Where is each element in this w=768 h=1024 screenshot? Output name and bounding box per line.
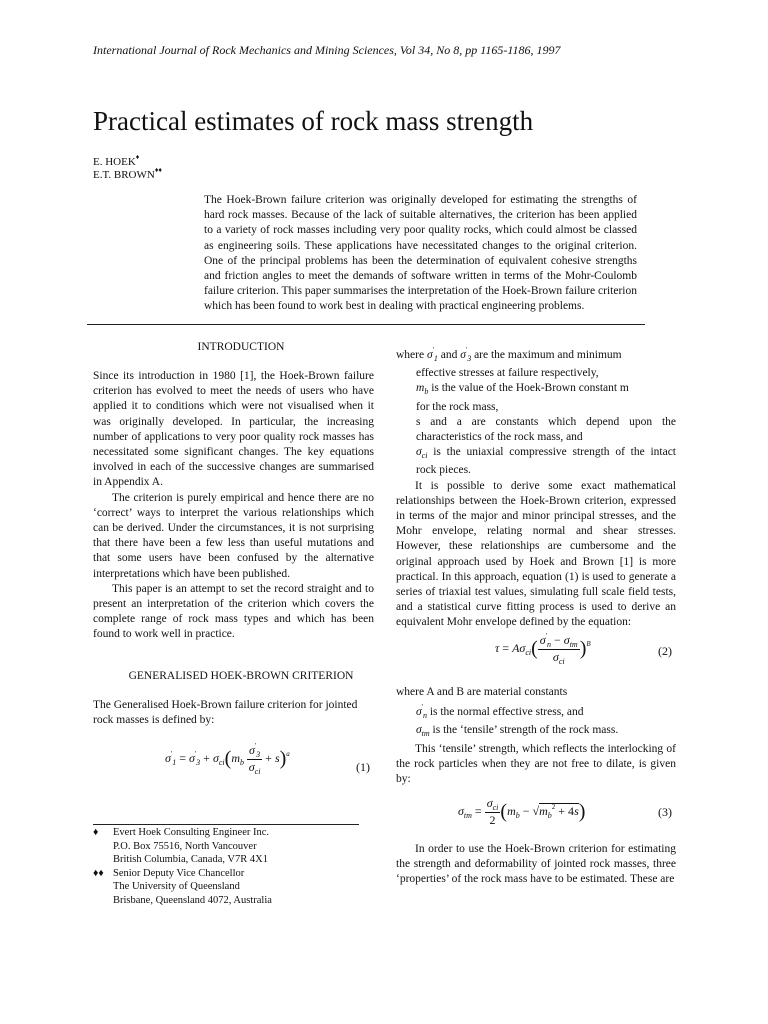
properties-paragraph: In order to use the Hoek-Brown criterion for estimating the strength and deformability of jointed rock masses, three ‘properties’ of the rock mass have to be estimated. These are [396,843,676,886]
stm-text: is the ‘tensile’ strength of the rock mass. [432,724,619,737]
paper-title: Practical estimates of rock mass strength [93,106,534,136]
footnote-symbol: ♦♦ [93,867,104,879]
journal-citation: International Journal of Rock Mechanics and Mining Sciences, Vol 34, No 8, pp 1165-1186, 1997 [93,43,561,57]
generalised-criterion-heading: GENERALISED HOEK-BROWN CRITERION [128,670,354,682]
generalised-paragraph: The Generalised Hoek-Brown failure criterion for jointed rock masses is defined by: [93,699,358,727]
sci-text: is the uniaxial compressive strength of the intact rock pieces. [416,446,677,477]
author-mark: ♦ [135,153,140,161]
author-name: E. HOEK [93,156,136,168]
right-column [396,343,676,631]
footnote-line: Evert Hoek Consulting Engineer Inc. [113,827,270,838]
mb-continuation: for the rock mass, [416,400,499,413]
sci-definition: $\sigma_{ci}$ is the uniaxial compressive strength of the intact rock pieces. [416,446,677,477]
sn-text: is the normal effective stress, and [429,706,584,719]
intro-paragraph-2: The criterion is purely empirical and hence there are no ‘correct’ ways to interpret the various relationships which can be derived. Under the circumstances, it is not surprising that there have been a few less than useful mutations and that some users have been confused by the alternative interpretations which have been published. [93,491,374,580]
footnote-symbol: ♦ [93,827,99,838]
footnote-line: The University of Queensland [113,881,240,893]
where-continuation: effective stresses at failure respectively, [416,367,599,380]
footnote-line: British Columbia, Canada, V7R 4X1 [113,854,268,866]
equation-3-number: (3) [658,805,672,819]
footnote-line: Senior Deputy Vice Chancellor [113,867,245,879]
mohr-paragraph: It is possible to derive some exact mathematical relationships between the Hoek-Brown criterion, expressed in terms of the major and minor principal stresses, and the Mohr envelope, relating normal and shear stresses. However, these relationships are cumbersome and the original approach used by Hoek and Brown [1] is more practical. In this approach, equation (1) is used to generate a series of triaxial test values, simulating full scale field tests, and a statistical curve fitting process is used to derive an equivalent Mohr envelope defined by the equation: [396,479,676,629]
abstract-divider [87,324,645,325]
intro-paragraph-1: Since its introduction in 1980 [1], the Hoek-Brown failure criterion has evolved to meet the needs of users who have applied it to conditions which were not visualised when it was originally developed. In particular, the increasing number of applications to very poor quality rock masses has necessitated some significant changes. The key equations involved in each of the successive changes are summarised in Appendix A. [93,370,374,489]
where-text: are the maximum and minimum [474,349,622,361]
stm-definition: $\sigma_{tm}$ is the ‘tensile’ strength of the rock mass. [416,724,619,739]
mb-text: is the value of the Hoek-Brown constant m [431,382,629,395]
left-column-intro [93,369,374,643]
equation-3: $\sigma_{tm}$ = $\frac{\sigma_{ci}}{2}$ $(m_b - √m_b^2 + 4s)$ [458,796,586,827]
footnote-1 [93,826,272,908]
equation-2: $\tau = A\sigma_{ci}$( $\frac{\sigma'_n - \sigma_{tm}}{\sigma_{ci}}$ )$^B$ [495,632,591,666]
abstract: The Hoek-Brown failure criterion was originally developed for estimating the strengths of hard rock masses. Because of the lack of suitable alternatives, the criterion has been applied to a variety of rock masses including very poor quality rocks, which could almost be classed as engineering soils. These applications have necessitated changes to the original criterion. One of the principal problems has been the determination of equivalent cohesive strengths and friction angles to meet the demands of software written in terms of the Mohr-Coulomb failure criterion. This paper summarises the interpretation of the Hoek-Brown failure criterion which has been found to work best in dealing with practical engineering problems. [204,194,637,313]
footnote-line: Brisbane, Queensland 4072, Australia [113,894,272,906]
author-2 [93,166,162,181]
equation-1-number: (1) [356,760,370,774]
intro-paragraph-3: This paper is an attempt to set the record straight and to present an interpretation of the criterion which covers the complete range of rock mass types and which has been found to work well in practice. [93,582,374,641]
author-name: E.T. BROWN [93,169,155,181]
introduction-heading: INTRODUCTION [197,341,285,353]
footnote-divider [93,824,359,825]
material-constants-line: where A and B are material constants [396,686,568,698]
right-column-lower [396,685,676,787]
s-a-definition: s and a are constants which depend upon the characteristics of the rock mass, and [416,415,676,444]
equation-2-number: (2) [658,644,672,658]
author-mark: ♦♦ [154,166,162,174]
right-column-final [396,842,676,888]
sn-definition: $\sigma'_n$ is the normal effective stress, and [416,703,584,721]
footnote-line: P.O. Box 75516, North Vancouver [113,840,257,852]
equation-1: $\sigma'_1 = \sigma'_3 + \sigma_{ci}(m_b$ $\frac{\sigma'_3}{\sigma_{ci}}$ + s)$^a$ [165,742,290,776]
where-line: where $\sigma'_1$ and $\sigma'_3$ are the maximum and minimum [396,346,622,363]
mb-definition: $m_b$ is the value of the Hoek-Brown constant m [416,382,629,397]
tensile-paragraph: This ‘tensile’ strength, which reflects the interlocking of the rock particles when they are not free to dilate, is given by: [396,742,676,786]
